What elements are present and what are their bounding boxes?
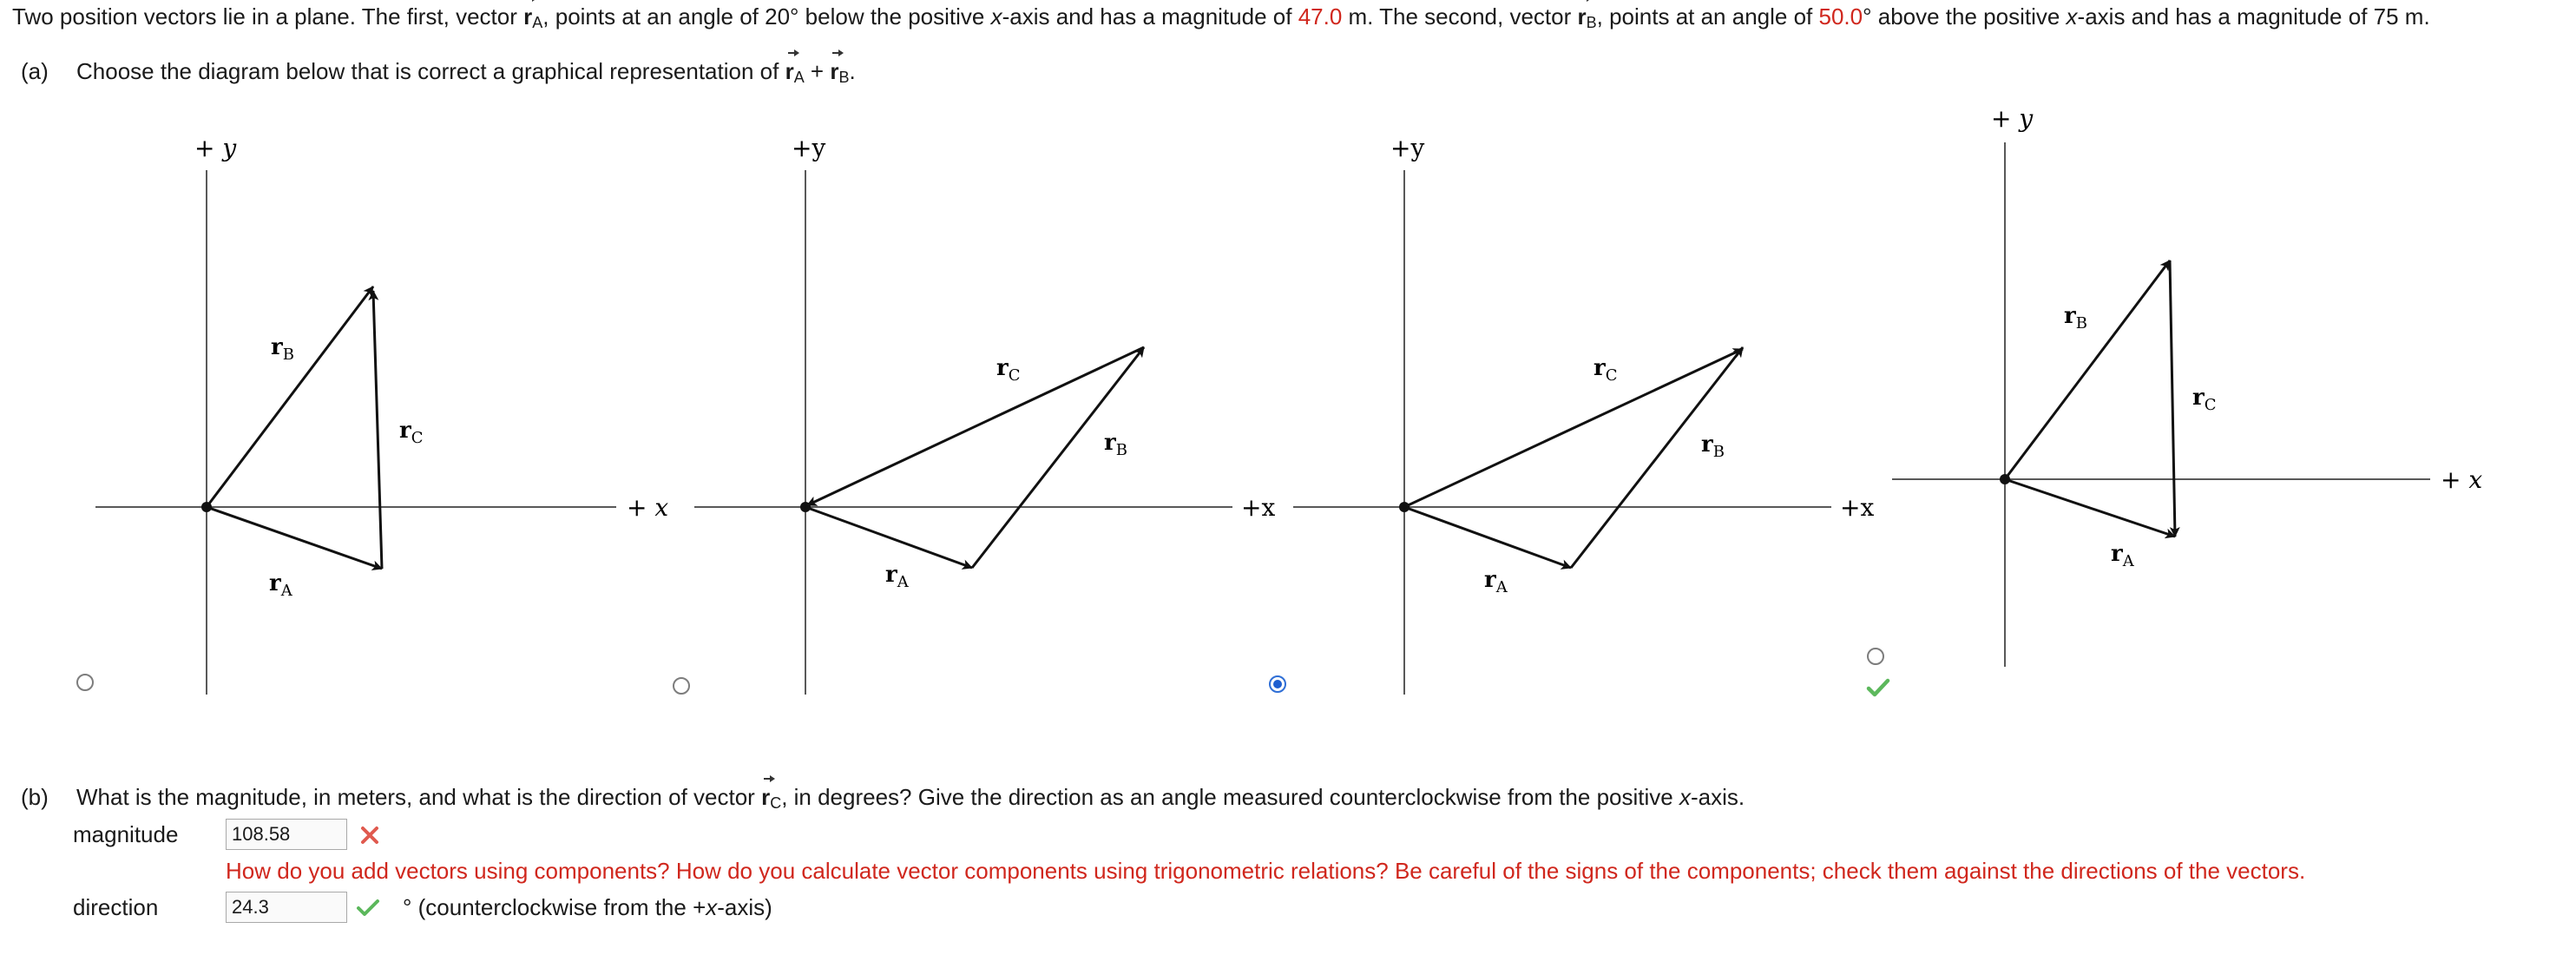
hint-text: How do you add vectors using components? How do you calculate vector components using trigonometric relations? Be careful of the signs of the components; check them against the directions of the vectors. [226,858,2306,884]
label-ra: $r_A$ [2111,541,2134,570]
part-b-text: -axis. [1690,784,1745,810]
diagram-2-radio[interactable] [673,677,690,695]
label-rc: $r_C$ [399,418,424,447]
label-rb: $r_B$ [1104,430,1127,459]
vector-ra-arrow [2005,479,2175,537]
vector-ra: $r_A$ [785,58,805,86]
vector-rc-arrow [373,291,382,569]
part-a-text: Choose the diagram below that is correct a graphical representation of [76,58,785,84]
magnitude-label: magnitude [73,821,179,847]
label-rc: $r_C$ [996,355,1021,385]
magnitude-a-value: 47.0 [1298,3,1343,30]
label-rb: $r_B$ [1701,431,1725,461]
incorrect-x-icon [359,825,380,846]
diagram-4-graph [1883,96,2543,755]
problem-statement [12,3,2430,30]
vector-rc-arrow [1404,349,1743,507]
diagram-1-radio[interactable] [76,674,94,691]
diagram-3-graph [1285,96,1927,755]
problem-text: ° above the positive [1863,3,2067,30]
vector-rc: $r_C$ [761,784,782,812]
vector-rb-arrow [2005,260,2170,479]
direction-correct-check-icon [356,898,380,917]
direction-input[interactable] [226,892,347,923]
vector-ra-arrow [207,507,382,569]
label-rc: $r_C$ [2192,385,2217,414]
problem-text: m. The second, vector [1342,3,1578,30]
x-axis-label: + x [2441,465,2483,494]
x-axis-label: +x [1840,493,1875,522]
y-axis-label: + y [1991,104,2034,133]
diagram-2-graph [686,96,1328,755]
problem-text: , points at an angle of [1596,3,1819,30]
magnitude-input[interactable] [226,819,347,850]
vector-rc-arrow [807,347,1144,505]
part-b-text: What is the magnitude, in meters, and what is the direction of vector [76,784,762,810]
x-axis-label: +x [1241,493,1276,522]
part-a-text: . [849,58,856,84]
y-axis-label: +y [1390,134,1425,162]
direction-label: direction [73,894,159,920]
diagram-option-1 [87,96,729,755]
part-b-prompt [21,784,1745,811]
diagram-option-2 [686,96,1328,755]
diagram-1-graph [87,96,729,755]
problem-text: -axis and has a magnitude of 75 m. [2077,3,2430,30]
x-axis-label: + x [627,493,669,522]
vector-ra-arrow [1404,507,1571,568]
y-axis-label: + y [194,134,237,162]
label-rb: $r_B$ [271,334,294,364]
part-b-label: (b) [21,784,49,810]
direction-unit: ° (counterclockwise from the +x-axis) [403,894,772,920]
diagram-option-4 [1883,96,2526,755]
part-a-label: (a) [21,58,49,84]
problem-text: -axis and has a magnitude of [1002,3,1298,30]
angle-b-value: 50.0 [1818,3,1863,30]
y-axis-label: +y [792,134,826,162]
correct-check-icon [1866,677,1890,698]
vector-rb-arrow [207,286,373,507]
label-rb: $r_B$ [2064,303,2087,333]
problem-text: x [2066,3,2078,30]
label-ra: $r_A$ [1484,567,1508,596]
label-ra: $r_A$ [885,562,909,591]
diagram-3-radio[interactable] [1269,675,1286,693]
diagram-4-radio[interactable] [1867,648,1884,665]
part-a-text: + [804,58,831,84]
vector-rb: $r_B$ [1577,3,1597,31]
vector-ra-arrow [805,507,972,568]
vector-rc-arrow [2170,260,2175,537]
part-b-text: , in degrees? Give the direction as an angle measured counterclockwise from the positive [781,784,1679,810]
label-rc: $r_C$ [1594,355,1618,385]
part-b-text: x [1679,784,1691,810]
diagram-option-3 [1285,96,1927,755]
problem-text: , points at an angle of 20° below the positive [542,3,991,30]
problem-text: x [990,3,1002,30]
vector-ra: $r_A$ [523,3,543,31]
label-ra: $r_A$ [269,570,292,600]
vector-rb: $r_B$ [830,58,850,86]
part-a-prompt [21,58,856,85]
problem-text: Two position vectors lie in a plane. The first, vector [12,3,524,30]
